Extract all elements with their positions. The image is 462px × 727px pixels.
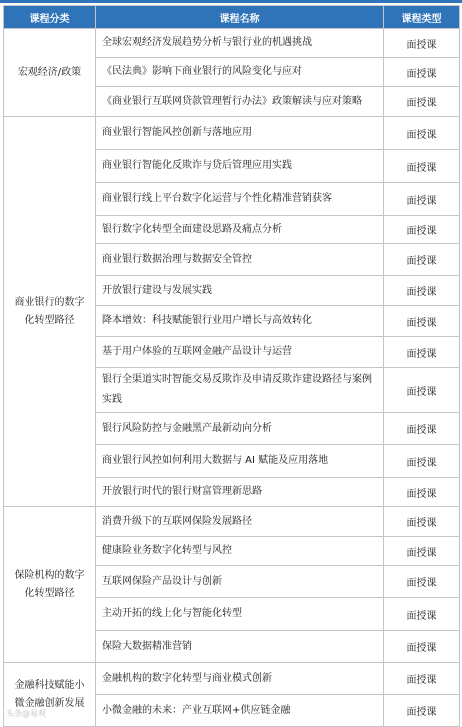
course-name-cell: 小微金融的未来：产业互联网+供应链金融	[96, 695, 384, 727]
course-name-cell: 商业银行智能化反欺诈与贷后管理应用实践	[96, 150, 384, 183]
course-name-cell: 互联网保险产品设计与创新	[96, 566, 384, 598]
course-name-cell: 商业银行线上平台数字化运营与个性化精准营销获客	[96, 183, 384, 216]
course-type-cell: 面授课	[384, 413, 460, 445]
watermark-text: 头条@易观	[6, 709, 46, 718]
course-type-cell: 面授课	[384, 445, 460, 478]
course-type-cell: 面授课	[384, 216, 460, 244]
table-row	[4, 507, 460, 537]
category-cell: 金融科技赋能小微金融创新发展	[4, 663, 96, 727]
course-type-cell: 面授课	[384, 29, 460, 58]
header-course-type: 课程类型	[384, 6, 460, 29]
course-type-cell: 面授课	[384, 507, 460, 537]
course-type-cell: 面授课	[384, 566, 460, 598]
course-name-cell: 全球宏观经济发展趋势分析与银行业的机遇挑战	[96, 29, 384, 58]
course-name-cell: 银行数字化转型全面建设思路及痛点分析	[96, 216, 384, 244]
course-type-cell: 面授课	[384, 695, 460, 727]
course-name-cell: 商业银行风控如何利用大数据与 AI 赋能及应用落地	[96, 445, 384, 478]
category-cell: 宏观经济/政策	[4, 29, 96, 117]
course-name-cell: 主动开拓的线上化与智能化转型	[96, 598, 384, 631]
table-row	[4, 117, 460, 150]
course-type-cell: 面授课	[384, 244, 460, 276]
header-row	[4, 6, 460, 29]
course-table	[3, 5, 460, 727]
table-row	[4, 663, 460, 695]
course-name-cell: 商业银行数据治理与数据安全管控	[96, 244, 384, 276]
category-cell: 保险机构的数字化转型路径	[4, 507, 96, 663]
course-name-cell: 银行风险防控与金融黑产最新动向分析	[96, 413, 384, 445]
table-header	[4, 6, 460, 29]
course-type-cell: 面授课	[384, 368, 460, 413]
course-type-cell: 面授课	[384, 58, 460, 87]
course-type-cell: 面授课	[384, 150, 460, 183]
course-name-cell: 基于用户体验的互联网金融产品设计与运营	[96, 337, 384, 368]
course-type-cell: 面授课	[384, 87, 460, 117]
course-name-cell: 开放银行时代的银行财富管理新思路	[96, 478, 384, 507]
course-name-cell: 降本增效：科技赋能银行业用户增长与高效转化	[96, 306, 384, 337]
header-category: 课程分类	[4, 6, 96, 29]
course-type-cell: 面授课	[384, 183, 460, 216]
course-name-cell: 保险大数据精准营销	[96, 631, 384, 663]
course-name-cell: 银行全渠道实时智能交易反欺诈及申请反欺诈建设路径与案例实践	[96, 368, 384, 413]
course-type-cell: 面授课	[384, 478, 460, 507]
course-type-cell: 面授课	[384, 117, 460, 150]
table-body	[4, 29, 460, 727]
course-name-cell: 商业银行智能风控创新与落地应用	[96, 117, 384, 150]
top-accent-bar	[0, 0, 462, 3]
course-type-cell: 面授课	[384, 598, 460, 631]
course-name-cell: 《商业银行互联网贷款管理暂行办法》政策解读与应对策略	[96, 87, 384, 117]
course-type-cell: 面授课	[384, 537, 460, 566]
course-name-cell: 消费升级下的互联网保险发展路径	[96, 507, 384, 537]
table-row	[4, 29, 460, 58]
course-type-cell: 面授课	[384, 276, 460, 306]
course-type-cell: 面授课	[384, 663, 460, 695]
course-type-cell: 面授课	[384, 306, 460, 337]
course-name-cell: 健康险业务数字化转型与风控	[96, 537, 384, 566]
header-course-name: 课程名称	[96, 6, 384, 29]
course-type-cell: 面授课	[384, 337, 460, 368]
course-name-cell: 金融机构的数字化转型与商业模式创新	[96, 663, 384, 695]
course-type-cell: 面授课	[384, 631, 460, 663]
course-name-cell: 《民法典》影响下商业银行的风险变化与应对	[96, 58, 384, 87]
course-name-cell: 开放银行建设与发展实践	[96, 276, 384, 306]
category-cell: 商业银行的数字化转型路径	[4, 117, 96, 507]
